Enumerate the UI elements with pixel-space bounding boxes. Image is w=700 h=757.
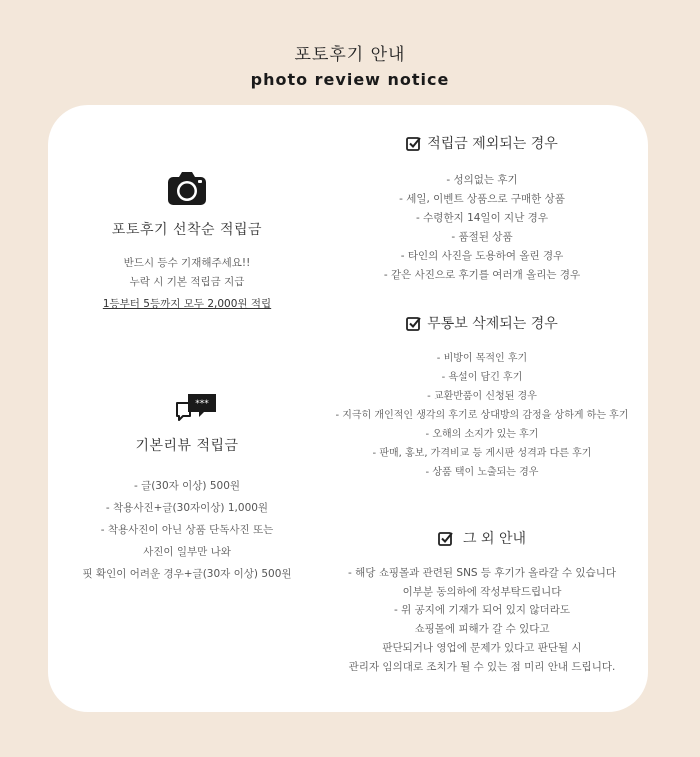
- other-item: 쇼핑몰에 피해가 갈 수 있다고: [414, 623, 550, 636]
- excluded-item: - 세일, 이벤트 상품으로 구매한 상품: [399, 193, 565, 205]
- basic-review-item: - 착용사진이 아닌 상품 단독사진 또는: [100, 524, 274, 536]
- excluded-item: - 같은 사진으로 후기를 여러개 올리는 경우: [383, 269, 581, 281]
- other-list: [316, 564, 648, 676]
- photo-review-title: 포토후기 선착순 적립금: [111, 222, 263, 238]
- other-item: 판단되거나 영업에 문제가 있다고 판단될 시: [382, 641, 582, 654]
- basic-review-item: - 글(30자 이상) 500원: [133, 480, 241, 492]
- deleted-title: 무통보 삭제되는 경우: [427, 316, 558, 332]
- other-item: 관리자 임의대로 조치가 될 수 있는 점 미리 안내 드립니다.: [348, 660, 616, 673]
- deleted-item: - 상품 택이 노출되는 경우: [425, 467, 539, 478]
- photo-review-desc-line: 반드시 등수 기재해주세요!!: [123, 257, 251, 269]
- photo-review-desc: [48, 254, 326, 292]
- excluded-item: - 수령한지 14일이 지난 경우: [416, 212, 548, 224]
- checkbox-icon: [406, 136, 421, 151]
- notice-card: [48, 105, 648, 712]
- excluded-item: - 성의없는 후기: [446, 174, 518, 186]
- excluded-title: 적립금 제외되는 경우: [427, 136, 558, 152]
- svg-text:***: ***: [195, 399, 209, 409]
- basic-review-item: 핏 확인이 어려운 경우+글(30자 이상) 500원: [82, 568, 292, 580]
- camera-icon: [167, 171, 207, 207]
- basic-review-item: - 착용사진+글(30자이상) 1,000원: [105, 502, 269, 514]
- excluded-heading: [316, 133, 648, 153]
- checkbox-icon: [438, 531, 453, 546]
- excluded-item: - 품절된 상품: [451, 231, 513, 243]
- basic-review-title: 기본리뷰 적립금: [135, 438, 239, 454]
- other-title: 그 외 안내: [463, 531, 526, 547]
- deleted-item: - 교환반품이 신청된 경우: [427, 391, 537, 402]
- basic-review-list: [48, 475, 326, 585]
- deleted-list: [316, 349, 648, 482]
- deleted-item: - 욕설이 담긴 후기: [441, 372, 523, 383]
- photo-review-highlight: 1등부터 5등까지 모두 2,000원 적립: [102, 298, 272, 310]
- other-item: 이부분 동의하에 작성부탁드립니다: [402, 585, 562, 598]
- excluded-item: - 타인의 사진을 도용하여 올린 경우: [400, 250, 564, 262]
- page-header: [0, 40, 700, 89]
- other-item: - 해당 쇼핑몰과 관련된 SNS 등 후기가 올라갈 수 있습니다: [347, 567, 616, 579]
- page-subtitle: photo review notice: [250, 70, 450, 89]
- basic-review-item: 사진이 일부만 나와: [143, 546, 231, 558]
- deleted-item: - 오해의 소지가 있는 후기: [425, 429, 539, 440]
- photo-review-desc-line: 누락 시 기본 적립금 지급: [129, 276, 245, 288]
- checkbox-icon: [406, 316, 421, 331]
- page-title: 포토후기 안내: [294, 45, 406, 65]
- deleted-item: - 지극히 개인적인 생각의 후기로 상대방의 감정을 상하게 하는 후기: [335, 410, 629, 421]
- excluded-list: [316, 171, 648, 285]
- deleted-heading: [316, 313, 648, 333]
- other-item: - 위 공지에 기재가 되어 있지 않더라도: [394, 604, 570, 617]
- chat-bubble-icon: [174, 393, 218, 427]
- deleted-item: - 비방이 목적인 후기: [436, 353, 528, 364]
- deleted-item: - 판매, 홍보, 가격비교 등 게시판 성격과 다른 후기: [372, 448, 592, 459]
- other-heading: [316, 528, 648, 548]
